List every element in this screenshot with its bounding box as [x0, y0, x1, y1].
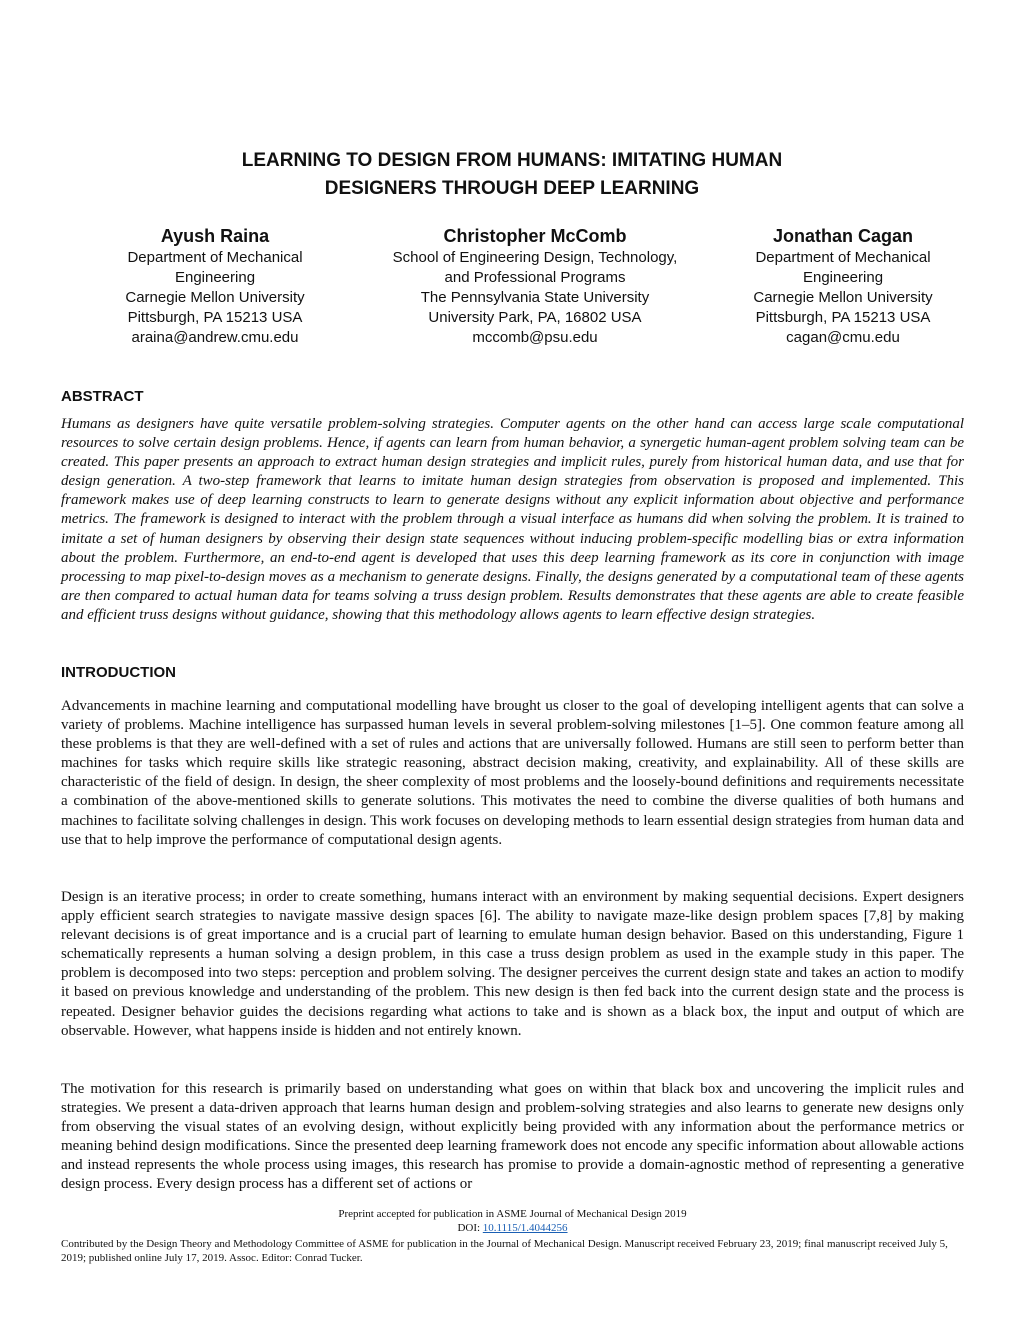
author-name: Christopher McComb: [443, 226, 627, 246]
author-name: Jonathan Cagan: [772, 226, 914, 246]
doi-link[interactable]: 10.1115/1.4044256: [482, 1222, 568, 1234]
author-affiliation: Department of Mechanical: [127, 249, 303, 266]
author-affiliation: School of Engineering Design, Technology,: [392, 249, 678, 266]
author-name: Ayush Raina: [160, 226, 270, 246]
doi-line: [61, 1221, 964, 1235]
author-address: Pittsburgh, PA 15213 USA: [127, 309, 303, 326]
abstract-text: Humans as designers have quite versatile problem-solving strategies. Computer agents on the other hand can access large scale computational resources to solve certain design problems. Hence, if agents can learn from human behavior, a synergetic human-agent problem solving team can be created. This paper presents an approach to extract human design strategies and implicit rules, purely from historical human data, and use that for design generation. A two-step framework that learns to imitate human design strategies from observation is proposed and implemented. This framework makes use of deep learning constructs to learn to generate designs without any explicit information about objective and performance metrics. The framework is designed to interact with the problem through a visual interface as humans did when solving the problem. It is trained to imitate a set of human designers by observing their design state sequences without inducing problem-specific modelling bias or extra information about the problem. Furthermore, an end-to-end agent is developed that uses this deep learning framework as its core in conjunction with image processing to map pixel-to-design moves as a mechanism to generate designs. Finally, the designs generated by a computational team of these agents are then compared to actual human data for teams solving a truss design problem. Results demonstrates that these agents are able to create feasible and efficient truss designs without guidance, showing that this methodology allows agents to learn effective design strategies.: [61, 416, 964, 623]
title-line-1: LEARNING TO DESIGN FROM HUMANS: IMITATING HUMAN: [241, 150, 783, 171]
author-affiliation: Carnegie Mellon University: [753, 289, 933, 306]
intro-paragraph-3: The motivation for this research is primarily based on understanding what goes on within that black box and uncovering the implicit rules and strategies. We present a data-driven approach that learns human design and problem-solving strategies and also learns to generate new designs only from observing the visual states of an evolving design, without explicitly being provided with any information about the performance metrics or meaning behind design modifications. Since the presented deep learning framework does not encode any specific information about allowable actions and instead represents the whole process using images, this research has promise to provide a domain-agnostic method of representing a generative design process. Every design process has a different set of actions or: [61, 1081, 964, 1193]
author-address: Pittsburgh, PA 15213 USA: [755, 309, 931, 326]
author-2: [360, 224, 710, 348]
author-email: araina@andrew.cmu.edu: [131, 329, 299, 346]
doi-label: DOI:: [457, 1222, 483, 1234]
author-address: University Park, PA, 16802 USA: [428, 309, 642, 326]
paper-title: [120, 147, 904, 203]
preprint-note: Preprint accepted for publication in ASME Journal of Mechanical Design 2019: [338, 1208, 687, 1220]
author-1: [95, 224, 335, 348]
contribution-note: Contributed by the Design Theory and Methodology Committee of ASME for publication in the Journal of Mechanical Design. Manuscript received February 23, 2019; final manuscript received July 5, 2019; published online July 17, 2019. Assoc. Editor: Conrad Tucker.: [61, 1238, 948, 1264]
author-affiliation: Carnegie Mellon University: [125, 289, 305, 306]
author-affiliation: Engineering: [802, 269, 884, 286]
author-email: mccomb@psu.edu: [472, 329, 598, 346]
intro-paragraph-1: Advancements in machine learning and computational modelling have brought us closer to the goal of developing intelligent agents that can solve a variety of problems. Machine intelligence has surpassed human levels in several problem-solving milestones [1–5]. One common feature among all these problems is that they are well-defined with a set of rules and actions that are universally followed. Humans are still seen to perform better than machines for tasks which require skills like strategic reasoning, abstract decision making, creativity, and explainability. All of these skills are characteristic of the field of design. In design, the sheer complexity of most problems and the loosely-bound definitions and requirements necessitate a combination of the above-mentioned skills to generate solutions. This motivates the need to combine the diverse qualities of both humans and machines to facilitate solving challenges in design. This work focuses on developing methods to learn essential design strategies from human data and use that to help improve the performance of computational design agents.: [61, 698, 964, 848]
title-line-2: DESIGNERS THROUGH DEEP LEARNING: [324, 178, 700, 199]
author-email: cagan@cmu.edu: [786, 329, 900, 346]
abstract-heading: ABSTRACT: [61, 388, 144, 405]
page-footer: [61, 1207, 964, 1265]
author-affiliation: Department of Mechanical: [755, 249, 931, 266]
author-affiliation: The Pennsylvania State University: [420, 289, 650, 306]
author-affiliation: and Professional Programs: [444, 269, 626, 286]
intro-paragraph-2: Design is an iterative process; in order to create something, humans interact with an environment by making sequential decisions. Expert designers apply efficient search strategies to navigate massive design spaces [6]. The ability to navigate maze-like design problem spaces [7,8] by making relevant decisions is of great importance and is a crucial part of learning to emulate human design behavior. Based on this understanding, Figure 1 schematically represents a human solving a design problem, in this case a truss design problem as used in the example study in this paper. The problem is decomposed into two steps: perception and problem solving. The designer perceives the current design state and takes an action to modify it based on previous knowledge and understanding of the problem. This new design is then fed back into the current design state and the process is repeated. Designer behavior guides the decisions regarding what actions to take and is shown as a black box, the input and output of which are observable. However, what happens inside is hidden and not entirely known.: [61, 889, 964, 1039]
introduction-heading: INTRODUCTION: [61, 664, 176, 681]
author-3: [723, 224, 963, 348]
author-affiliation: Engineering: [174, 269, 256, 286]
